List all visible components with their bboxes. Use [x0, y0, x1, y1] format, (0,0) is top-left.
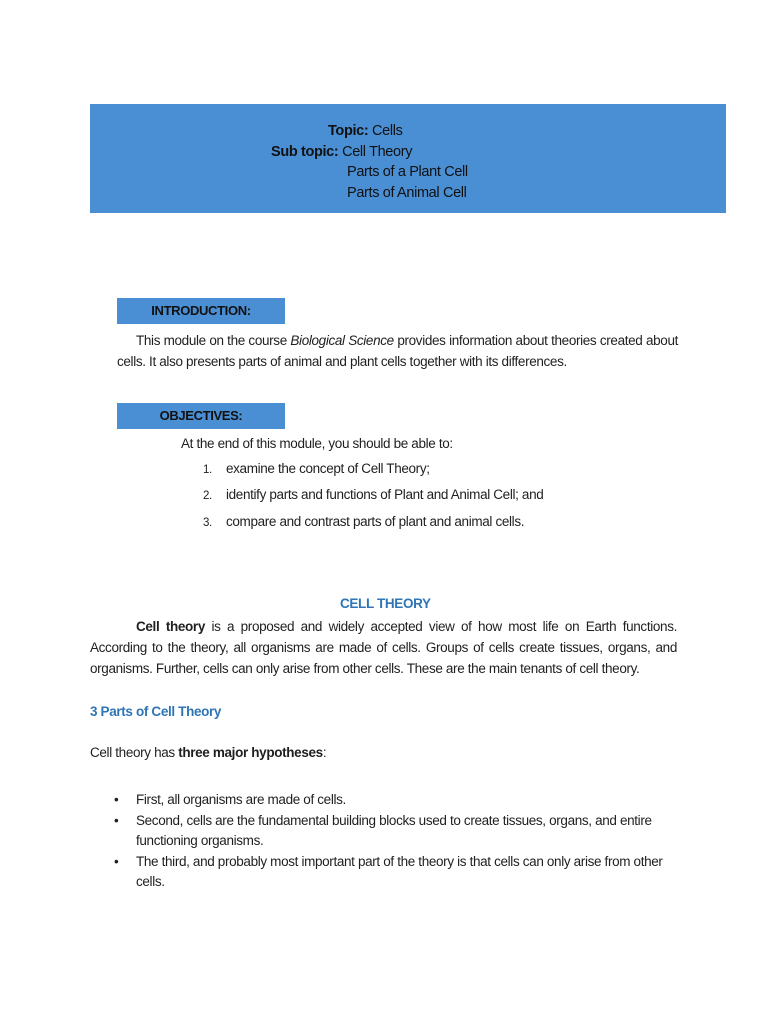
introduction-tag: INTRODUCTION: [117, 298, 285, 324]
list-item-text: Second, cells are the fundamental building blocks used to create tissues, organs, and entire functioning organisms. [136, 813, 652, 848]
course-name: Biological Science [290, 333, 394, 348]
objective-number: 1. [203, 464, 212, 476]
topic-banner [90, 104, 726, 213]
subtopic-line [347, 185, 467, 201]
introduction-paragraph [117, 330, 678, 372]
objective-number: 3. [203, 517, 212, 529]
list-item-text: First, all organisms are made of cells. [136, 792, 346, 807]
subtopic-line [347, 164, 468, 180]
cell-theory-term: Cell theory [136, 619, 205, 634]
objective-item [203, 514, 524, 529]
objective-text: examine the concept of Cell Theory; [226, 461, 430, 476]
bullet-icon: • [114, 813, 119, 828]
list-item-text: The third, and probably most important part of the theory is that cells can only arise from other cells. [136, 854, 663, 889]
topic-line [328, 123, 403, 139]
objectives-tag: OBJECTIVES: [117, 403, 285, 429]
objective-text: identify parts and functions of Plant and Animal Cell; and [226, 487, 544, 502]
hypotheses-lead [90, 742, 326, 763]
subtopic-item: Parts of a Plant Cell [347, 164, 468, 180]
cell-theory-heading: CELL THEORY [340, 596, 431, 611]
parts-subheading: 3 Parts of Cell Theory [90, 704, 222, 719]
subtopic-item: Parts of Animal Cell [347, 185, 467, 201]
subtopic-line [271, 144, 412, 160]
objective-item [203, 461, 430, 476]
hypotheses-list [112, 790, 672, 893]
intro-text-after: provides information about theories created about cells. It also presents parts of animal and plant cells together with its differences. [117, 333, 679, 369]
cell-theory-paragraph [90, 616, 677, 679]
hyp-text-after: : [322, 745, 327, 760]
list-item [112, 811, 672, 851]
topic-value: Cells [372, 123, 403, 139]
objective-item [203, 487, 543, 502]
cell-theory-text: is a proposed and widely accepted view of how most life on Earth functions. According to the theory, all organisms are made of cells. Groups of cells create tissues, organs, and organisms. Further, cells can only arise from other cells. These are the main tenants of cell theory. [90, 619, 677, 676]
subtopic-label: Sub topic: [271, 144, 339, 160]
objective-text: compare and contrast parts of plant and animal cells. [226, 514, 525, 529]
objective-number: 2. [203, 490, 212, 502]
topic-label: Topic: [328, 123, 369, 139]
hyp-text-before: Cell theory has [90, 745, 179, 760]
bullet-icon: • [114, 792, 119, 807]
list-item [112, 852, 672, 892]
objectives-lead: At the end of this module, you should be able to: [181, 436, 453, 451]
intro-text-before: This module on the course [136, 333, 291, 348]
bullet-icon: • [114, 854, 119, 869]
subtopic-item: Cell Theory [342, 144, 413, 160]
list-item [112, 790, 672, 810]
hyp-bold: three major hypotheses [178, 745, 323, 760]
